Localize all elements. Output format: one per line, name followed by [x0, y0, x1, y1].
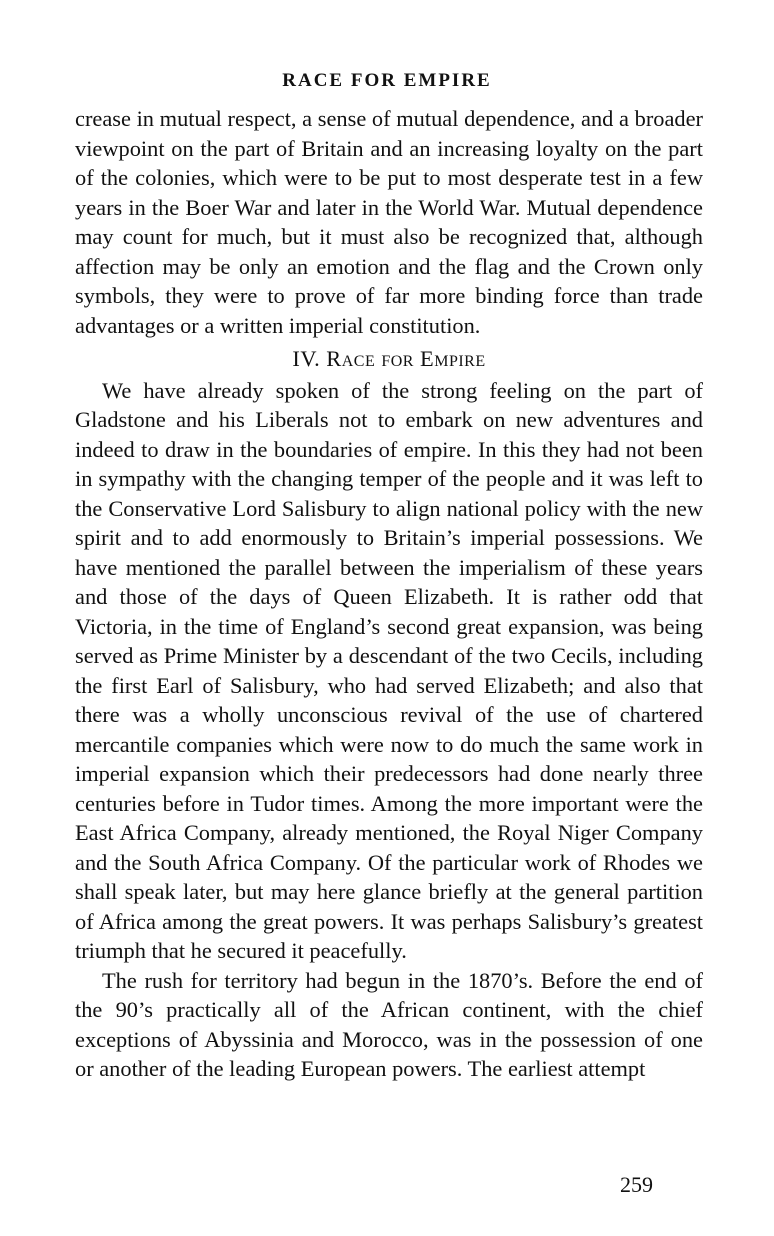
page-number: 259 [620, 1172, 653, 1197]
paragraph: The rush for territory had begun in the 1870’s. Before the end of the 90’s practically all of the African continent, with the chief exceptions of Abyssinia and Morocco, was in the possession of one or another of the leading European powers. The earliest attempt [75, 967, 703, 1081]
running-head: RACE FOR EMPIRE [282, 70, 492, 91]
section-heading: IV. Race for Empire [292, 346, 486, 371]
paragraph: crease in mutual respect, a sense of mutual dependence, and a broader viewpoint on the part of Britain and an increasing loyalty on the part of the colonies, which were to be put to most desperate test in a few years in the Boer War and later in the World War. Mutual dependence may count for much, but it must also be recognized that, although affection may be only an emotion and the flag and the Crown only symbols, they were to prove of far more binding force than trade advantages or a written imperial constitution. [75, 106, 703, 338]
paragraph: We have already spoken of the strong feeling on the part of Gladstone and his Liberals not to embark on new adventures and indeed to draw in the boundaries of empire. In this they had not been in sympathy with the changing temper of the people and it was left to the Conservative Lord Salisbury to align national policy with the new spirit and to add enormously to Britain’s imperial possessions. We have mentioned the parallel between the imperialism of these years and those of the days of Queen Elizabeth. It is rather odd that Victoria, in the time of England’s second great expansion, was being served as Prime Minister by a descendant of the two Cecils, including the first Earl of Salisbury, who had served Elizabeth; and also that there was a wholly unconscious revival of the use of chartered mercantile companies which were now to do much the same work in imperial expansion which their predecessors had done nearly three centuries before in Tudor times. Among the more important were the East Africa Company, already mentioned, the Royal Niger Company and the South Africa Company. Of the particular work of Rhodes we shall speak later, but may here glance briefly at the general partition of Africa among the great powers. It was perhaps Salisbury’s greatest triumph that he secured it peacefully. [75, 377, 703, 963]
page-body [75, 104, 703, 1084]
